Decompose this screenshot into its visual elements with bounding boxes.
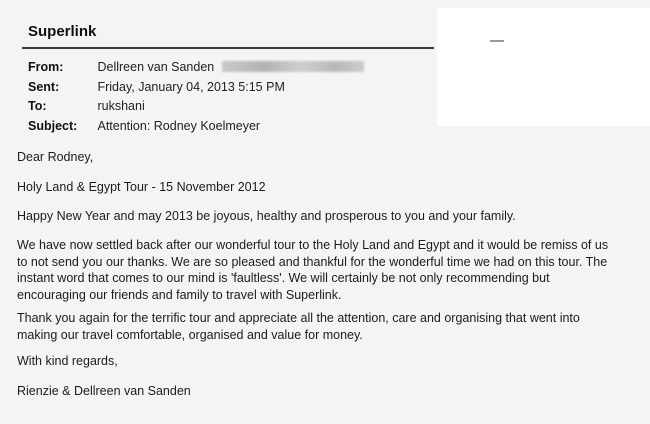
tour-line: Holy Land & Egypt Tour - 15 November 2012 [17,180,266,194]
scan-mark [490,40,504,42]
header-divider [22,47,434,49]
sent-value: Friday, January 04, 2013 5:15 PM [97,80,285,94]
sender-org-title: Superlink [28,23,97,40]
sent-label: Sent: [28,80,60,94]
greeting: Dear Rodney, [17,150,94,164]
paragraph-line: instant word that comes to our mind is 'faultless'. We will certainly be not only recommending but [17,271,550,285]
closing: With kind regards, [17,354,118,368]
redacted-email-address [222,61,364,72]
from-value: Dellreen van Sanden [97,60,215,74]
paragraph-line: encouraging our friends and family to travel with Superlink. [17,287,342,302]
paragraph-line: to not send you our thanks. We are so pleased and thankful for the wonderful time we had on this tour. The [17,254,608,269]
header-subject-row [28,117,260,135]
paragraph-line: We have now settled back after our wonderful tour to the Holy Land and Egypt and it would be remiss of us [17,238,609,252]
paragraph-appreciation [17,310,627,343]
header-from-row [28,58,364,76]
paragraph-thanks [17,237,627,303]
signature: Rienzie & Dellreen van Sanden [17,384,191,398]
paragraph-line: making our travel comfortable, organised and value for money. [17,327,363,342]
paragraph-line: Thank you again for the terrific tour and appreciate all the attention, care and organising that went into [17,311,580,325]
subject-value: Attention: Rodney Koelmeyer [97,119,261,133]
header-to-row [28,97,145,115]
paragraph-new-year: Happy New Year and may 2013 be joyous, healthy and prosperous to you and your family. [17,209,516,223]
to-value: rukshani [97,99,145,113]
subject-label: Subject: [28,119,78,133]
from-label: From: [28,60,64,74]
to-label: To: [28,99,47,113]
header-sent-row [28,78,285,96]
white-patch [437,8,650,126]
